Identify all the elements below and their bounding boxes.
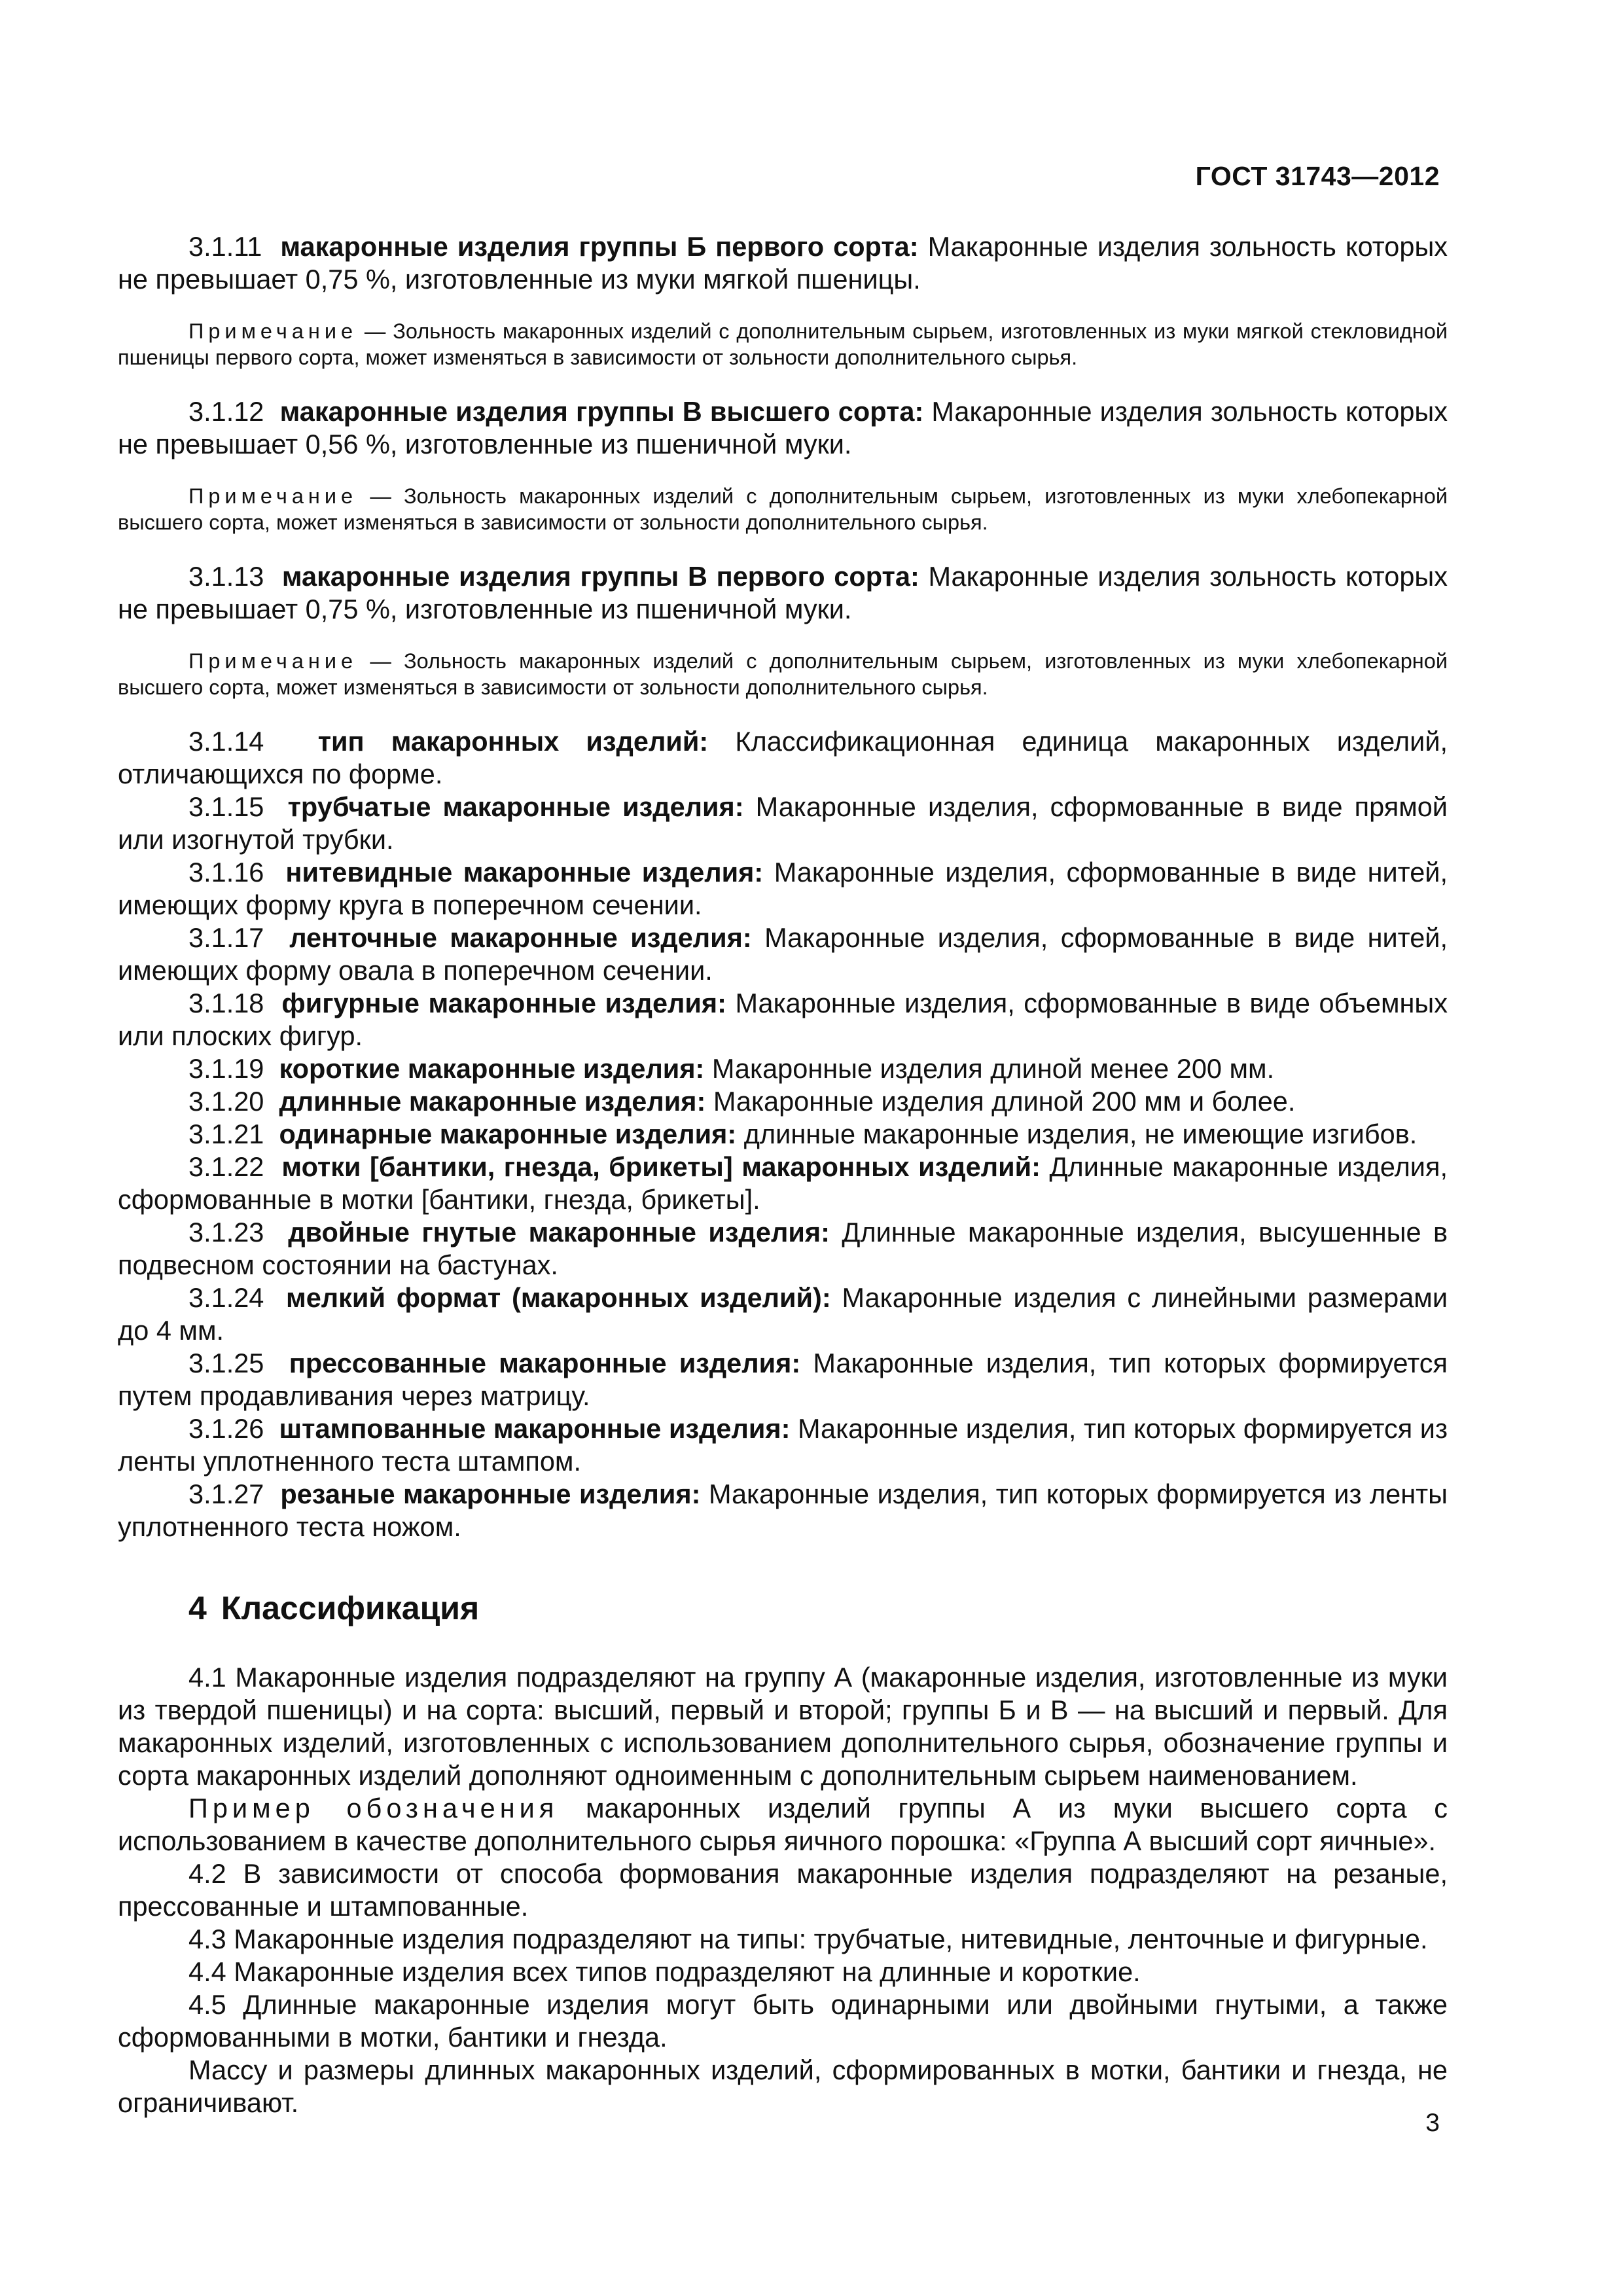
definition-text: Макаронные изделия зольность которых не превышает 0,75 %, изготовленные из пшеничной муки. (118, 561, 1448, 624)
note (118, 318, 1448, 370)
definition-term: ленточные макаронные изделия: (289, 922, 752, 953)
definition-3-1-17 (118, 922, 1448, 987)
definition-number: 3.1.13 (188, 561, 264, 592)
definition-text: Макаронные изделия, тип которых формируется из ленты уплотненного теста ножом. (118, 1479, 1448, 1542)
definition-term: прессованные макаронные изделия: (289, 1348, 801, 1378)
definition-3-1-13 (118, 560, 1448, 626)
definition-3-1-19 (118, 1052, 1448, 1085)
definition-text: Макаронные изделия, сформованные в виде прямой или изогнутой трубки. (118, 791, 1448, 855)
definition-3-1-14 (118, 725, 1448, 791)
example-label: Пример обозначения (188, 1793, 559, 1823)
note (118, 648, 1448, 700)
definition-text: Макаронные изделия зольность которых не превышает 0,75 %, изготовленные из муки мягкой пшеницы. (118, 231, 1448, 295)
definition-term: мотки [бантики, гнезда, брикеты] макаронных изделий: (281, 1151, 1041, 1182)
section-title: Классификация (221, 1590, 480, 1626)
definition-term: макаронные изделия группы В высшего сорта: (279, 396, 924, 427)
definition-term: мелкий формат (макаронных изделий): (286, 1282, 831, 1313)
definition-term: трубчатые макаронные изделия: (287, 791, 744, 822)
definition-number: 3.1.26 (188, 1413, 264, 1444)
definition-3-1-12 (118, 395, 1448, 461)
definition-number: 3.1.27 (188, 1479, 264, 1509)
definition-term: нитевидные макаронные изделия: (285, 857, 764, 888)
note-text: — Зольность макаронных изделий с дополнительным сырьем, изготовленных из муки мягкой стекловидной пшеницы первого сорта, может изменяться в зависимости от зольности дополнительного сырья. (118, 319, 1448, 369)
definition-3-1-23 (118, 1216, 1448, 1282)
definition-number: 3.1.16 (188, 857, 264, 888)
definition-number: 3.1.22 (188, 1151, 264, 1182)
definition-term: двойные гнутые макаронные изделия: (288, 1217, 830, 1247)
definition-number: 3.1.17 (188, 922, 264, 953)
example-paragraph (118, 1792, 1448, 1857)
definition-3-1-20 (118, 1085, 1448, 1118)
definition-text: длинные макаронные изделия, не имеющие изгибов. (743, 1119, 1418, 1149)
note (118, 483, 1448, 535)
definition-number: 3.1.21 (188, 1119, 264, 1149)
definition-number: 3.1.20 (188, 1086, 264, 1117)
note-text: — Зольность макаронных изделий с дополнительным сырьем, изготовленных из муки хлебопекарной высшего сорта, может изменяться в зависимости от зольности дополнительного сырья. (118, 649, 1448, 699)
definition-text: Макаронные изделия с линейными размерами до 4 мм. (118, 1282, 1448, 1346)
note-label: Примечание (188, 649, 358, 673)
definition-term: фигурные макаронные изделия: (281, 988, 726, 1018)
definition-text: Классификационная единица макаронных изделий, отличающихся по форме. (118, 726, 1448, 789)
definition-3-1-22 (118, 1151, 1448, 1216)
definition-text: Макаронные изделия, тип которых формируется путем продавливания через матрицу. (118, 1348, 1448, 1411)
standard-header: ГОСТ 31743—2012 (1195, 161, 1440, 191)
definition-text: Макаронные изделия, сформованные в виде нитей, имеющих форму овала в поперечном сечении. (118, 922, 1448, 986)
definition-3-1-27 (118, 1478, 1448, 1543)
paragraph-4-3: 4.3 Макаронные изделия подразделяют на типы: трубчатые, нитевидные, ленточные и фигурные. (188, 1924, 1428, 1954)
paragraph-4-2: 4.2 В зависимости от способа формования макаронные изделия подразделяют на резаные, прессованные и штампованные. (118, 1858, 1448, 1922)
definition-text: Макаронные изделия, тип которых формируется из ленты уплотненного теста штампом. (118, 1413, 1448, 1477)
definition-number: 3.1.11 (188, 231, 262, 262)
paragraph-4-5-cont: Массу и размеры длинных макаронных изделий, сформированных в мотки, бантики и гнезда, не ограничивают. (118, 2054, 1448, 2118)
definition-text: Макаронные изделия длиной 200 мм и более. (713, 1086, 1296, 1117)
definition-term: длинные макаронные изделия: (279, 1086, 706, 1117)
definition-3-1-18 (118, 987, 1448, 1052)
section-number: 4 (188, 1590, 207, 1626)
definition-3-1-26 (118, 1412, 1448, 1478)
note-label: Примечание (188, 319, 358, 343)
example-text: макаронных изделий группы А из муки высшего сорта с использованием в качестве дополнительного сырья яичного порошка: «Группа А высший сорт яичные». (118, 1793, 1448, 1856)
definition-term: тип макаронных изделий: (317, 726, 709, 757)
definition-number: 3.1.15 (188, 791, 264, 822)
definition-number: 3.1.12 (188, 396, 264, 427)
definition-number: 3.1.19 (188, 1053, 264, 1084)
paragraph-4-4: 4.4 Макаронные изделия всех типов подразделяют на длинные и короткие. (188, 1956, 1141, 1987)
definition-text: Макаронные изделия, сформованные в виде нитей, имеющих форму круга в поперечном сечении. (118, 857, 1448, 920)
definition-3-1-11 (118, 230, 1448, 296)
definition-3-1-16 (118, 856, 1448, 922)
definition-text: Макаронные изделия длиной менее 200 мм. (711, 1053, 1275, 1084)
definition-term: штампованные макаронные изделия: (279, 1413, 791, 1444)
definition-number: 3.1.14 (188, 726, 264, 757)
definition-term: резаные макаронные изделия: (280, 1479, 701, 1509)
definition-term: макаронные изделия группы Б первого сорта: (280, 231, 919, 262)
paragraph-4-5: 4.5 Длинные макаронные изделия могут быть одинарными или двойными гнутыми, а также сформованными в мотки, бантики и гнезда. (118, 1989, 1448, 2053)
definition-number: 3.1.18 (188, 988, 264, 1018)
definition-term: макаронные изделия группы В первого сорта: (281, 561, 919, 592)
definition-3-1-15 (118, 791, 1448, 856)
definition-term: короткие макаронные изделия: (279, 1053, 705, 1084)
note-text: — Зольность макаронных изделий с дополнительным сырьем, изготовленных из муки хлебопекарной высшего сорта, может изменяться в зависимости от зольности дополнительного сырья. (118, 484, 1448, 534)
document-body (118, 230, 1448, 2119)
page-number: 3 (1425, 2109, 1440, 2137)
note-label: Примечание (188, 484, 358, 508)
definition-text: Длинные макаронные изделия, высушенные в подвесном состоянии на бастунах. (118, 1217, 1448, 1280)
definition-term: одинарные макаронные изделия: (279, 1119, 737, 1149)
definition-3-1-21 (118, 1118, 1448, 1151)
definition-text: Макаронные изделия зольность которых не превышает 0,56 %, изготовленные из пшеничной муки. (118, 396, 1448, 459)
definition-number: 3.1.25 (188, 1348, 264, 1378)
definition-text: Макаронные изделия, сформованные в виде объемных или плоских фигур. (118, 988, 1448, 1051)
section-heading (188, 1589, 1448, 1627)
definition-number: 3.1.23 (188, 1217, 264, 1247)
definition-text: Длинные макаронные изделия, сформованные в мотки [бантики, гнезда, брикеты]. (118, 1151, 1448, 1215)
definition-3-1-25 (118, 1347, 1448, 1412)
paragraph-4-1: 4.1 Макаронные изделия подразделяют на группу А (макаронные изделия, изготовленные из муки из твердой пшеницы) и на сорта: высший, первый и второй; группы Б и В — на высший и первый. Для макаронных изделий, изготовленных с использованием дополнительного сырья, обозначение группы и сорта макаронных изделий дополняют одноименным с дополнительным сырьем наименованием. (118, 1662, 1448, 1791)
definition-3-1-24 (118, 1282, 1448, 1347)
definition-number: 3.1.24 (188, 1282, 264, 1313)
